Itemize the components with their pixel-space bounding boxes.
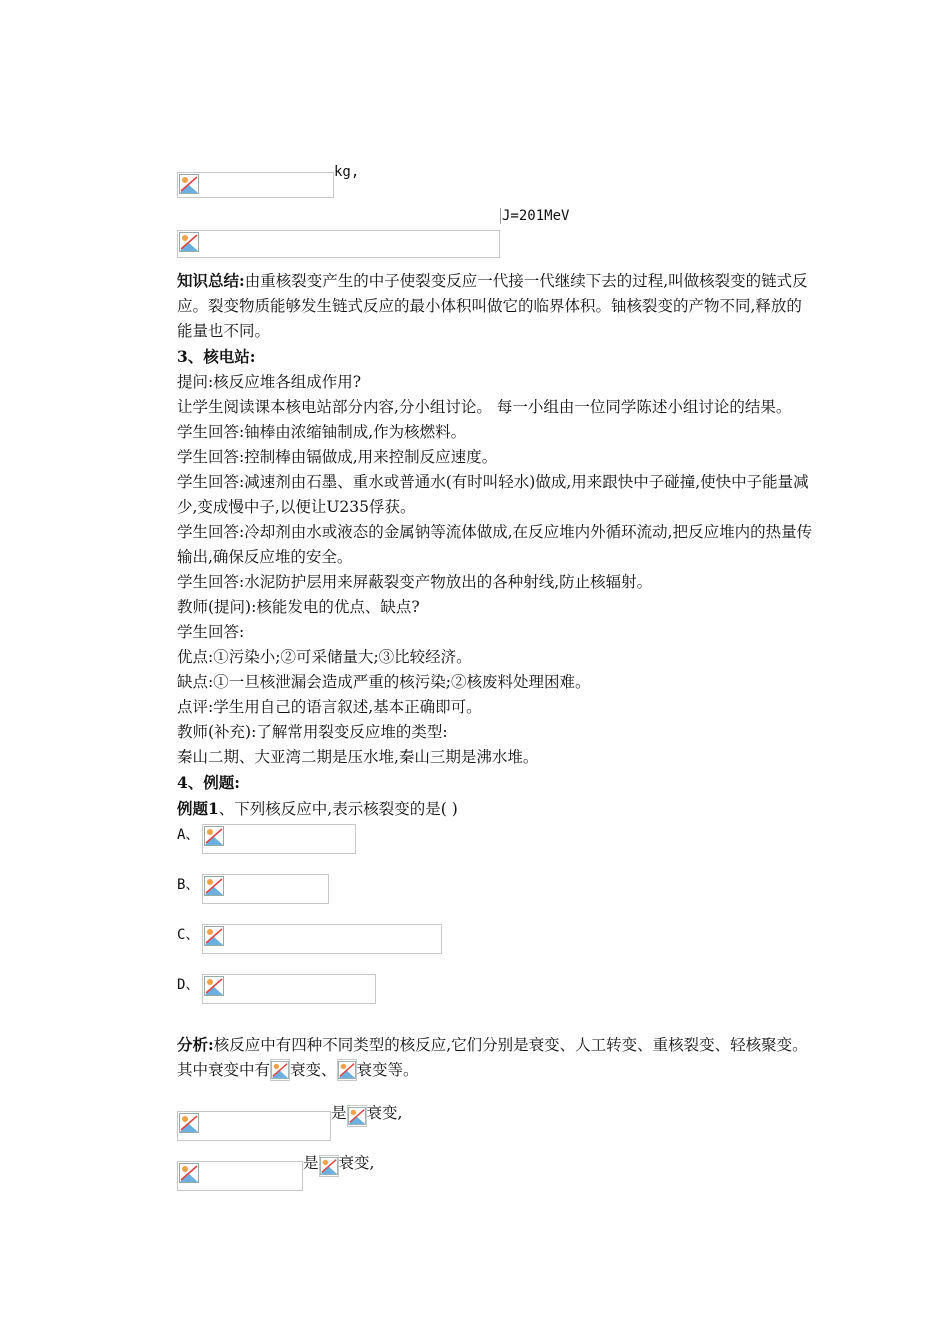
broken-image-icon: [179, 232, 199, 252]
broken-image-icon: [271, 1061, 289, 1079]
summary-label: 知识总结:: [177, 271, 245, 290]
section-3-line: 学生回答:水泥防护层用来屏蔽裂变产物放出的各种射线,防止核辐射。: [177, 573, 653, 591]
decay-text: 衰变,: [366, 1104, 403, 1122]
section-3-line: 学生回答:控制棒由镉做成,用来控制反应速度。: [177, 448, 498, 466]
option-d: [177, 974, 817, 1024]
section-3-line: 优点:①污染小;②可采储量大;③比较经济。: [177, 648, 472, 666]
inline-formula-image: [319, 1155, 339, 1177]
example-label: 例题1: [177, 799, 219, 818]
broken-image-icon: [338, 1061, 356, 1079]
option-b: [177, 874, 817, 924]
section-4-heading: [177, 770, 817, 796]
option-formula-image: [202, 824, 356, 854]
knowledge-summary: [177, 268, 817, 344]
analysis-text-2: 衰变、: [290, 1061, 337, 1079]
section-3-line: 缺点:①一旦核泄漏会造成严重的核污染;②核废料处理困难。: [177, 673, 591, 691]
summary-text: 由重核裂变产生的中子使裂变反应一代接一代继续下去的过程,叫做核裂变的链式反应。裂变物质能够发生链式反应的最小体积叫做它的临界体积。铀核裂变的产物不同,释放的能量也不同。: [177, 272, 808, 340]
section-3-line: 教师(提问):核能发电的优点、缺点?: [177, 598, 420, 616]
option-label: A、: [177, 827, 200, 843]
option-formula-image: [202, 874, 329, 904]
option-label: C、: [177, 927, 200, 943]
example-1-question: [177, 796, 817, 822]
mass-unit-text: kg,: [334, 164, 360, 180]
broken-image-icon: [348, 1107, 366, 1125]
broken-image-icon: [204, 826, 224, 846]
option-label: D、: [177, 977, 200, 993]
analysis-text-3: 衰变等。: [356, 1061, 419, 1079]
section-3-line: 学生回答:冷却剂由水或液态的金属钠等流体做成,在反应堆内外循环流动,把反应堆内的热量传输出,确保反应堆的安全。: [177, 523, 813, 566]
formula-image: [177, 1111, 331, 1141]
broken-image-icon: [179, 174, 199, 194]
decay-text: 衰变,: [338, 1154, 375, 1172]
inline-formula-image: [270, 1059, 290, 1081]
formula-image: [177, 230, 500, 258]
option-a: [177, 824, 817, 874]
section-3-line: 点评:学生用自己的语言叙述,基本正确即可。: [177, 698, 482, 716]
section-3-line: 学生回答:铀棒由浓缩铀制成,作为核燃料。: [177, 423, 467, 441]
document-page: [177, 160, 817, 1191]
example-text: 、下列核反应中,表示核裂变的是( ): [218, 800, 458, 818]
decay-line-1: [177, 1101, 817, 1141]
section-3-heading-text: 3、核电站:: [177, 347, 256, 366]
broken-image-icon: [179, 1113, 199, 1133]
section-3-line: 学生回答:减速剂由石墨、重水或普通水(有时叫轻水)做成,用来跟快中子碰撞,使快中子能量减少,变成慢中子,以便让U235俘获。: [177, 473, 809, 516]
section-3-line: 学生回答:: [177, 623, 245, 641]
section-3-line: 秦山二期、大亚湾二期是压水堆,秦山三期是沸水堆。: [177, 748, 539, 766]
section-4-heading-text: 4、例题:: [177, 773, 241, 792]
is-text: 是: [303, 1154, 319, 1172]
option-formula-image: [202, 924, 442, 954]
broken-image-icon: [204, 926, 224, 946]
section-3-line: 让学生阅读课本核电站部分内容,分小组讨论。 每一小组由一位同学陈述小组讨论的结果。: [177, 398, 792, 416]
analysis-label: 分析:: [177, 1035, 214, 1054]
formula-line-energy: [177, 208, 817, 258]
inline-formula-image: [337, 1059, 357, 1081]
formula-line-mass: [177, 160, 817, 198]
analysis-text-1: 核反应中有四种不同类型的核反应,它们分别是衰变、人工转变、重核裂变、轻核聚变。其中衰变中有: [177, 1036, 808, 1079]
broken-image-icon: [179, 1163, 199, 1183]
broken-image-icon: [204, 876, 224, 896]
option-label: B、: [177, 877, 200, 893]
broken-image-icon: [204, 976, 224, 996]
is-text: 是: [331, 1104, 347, 1122]
option-formula-image: [202, 974, 376, 1004]
broken-image-icon: [320, 1157, 338, 1175]
option-c: [177, 924, 817, 974]
formula-image: [177, 1161, 303, 1191]
energy-value-text: J=201MeV: [502, 208, 570, 224]
section-3-line: 教师(补充):了解常用裂变反应堆的类型:: [177, 723, 448, 741]
section-3-heading: [177, 344, 817, 370]
inline-formula-image: [347, 1105, 367, 1127]
decay-line-2: [177, 1151, 817, 1191]
formula-image: [177, 172, 334, 198]
section-3-line: 提问:核反应堆各组成作用?: [177, 373, 362, 391]
analysis-paragraph: [177, 1032, 817, 1083]
